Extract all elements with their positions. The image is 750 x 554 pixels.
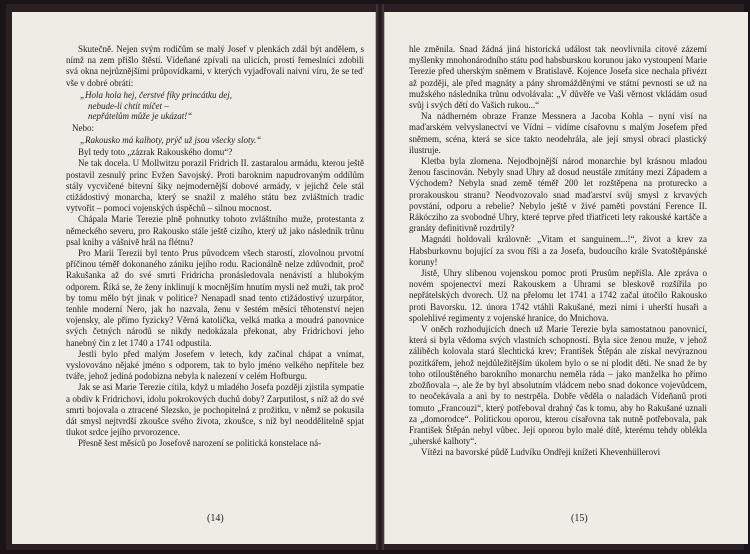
paragraph: Chápala Marie Terezie plně pohnutky tohoto zvláštního muže, protestanta z německého severu, pro Rakousko stále ještě cizího, který už jako následník trůnu psal knihy a vášnivě hrál na flétnu? (66, 214, 364, 247)
verse-line: nepřátelům může je ukázat!“ (88, 111, 193, 122)
verse-quote-2 (80, 135, 364, 146)
paragraph: Byl tedy toto „zázrak Rakouského domu“? (78, 147, 233, 158)
paragraph: Pro Marii Terezii byl tento Prus původcem všech starostí, zlovolnou prvotní příčinou téměř dokonaného zániku jejího rodu. Racionálně nelze zdůvodnit, proč Rakušanka až do své smrti Fridricha pronásledovala nenávistí a hlubokým odporem. Říká se, že ženy inklinují k mocnějším hnutím mysli než muži, tak proč by tomu mělo být jinak v politice? Nenapadl snad tento ctižádostivý uzurpátor, tenhle moderní Nero, jak ho nazvala, ženu v šestém měsíci těhotenství nejen vojensky, ale přímo fyzicky? Věrná katolička, velká matka a moudrá panovnice svých četných národů se nikdy nedokázala překonat, aby Fridrichovi jeho hanebný čin z let 1740 a 1741 odpustila. (66, 248, 364, 348)
verse-line: nebude-li chtít míčet – (88, 100, 169, 111)
verse-quote (80, 90, 364, 122)
paragraph: hle změnila. Snad žádná jiná historická událost tak neovlivnila citové zázemí myšlenky mnohonárodního státu pod habsburskou korunou jako vystoupení Marie Terezie před uherským sněmem v Bratislavě. Kojence Josefa sice nechala přivézt až později, ale před magnáty a pány shromážděnými ve státní pevnosti se už na mužského následníka trůnu odvolávala: „V důvěře ve Vaši věrnost vkládám osud svůj i svých dětí do Vašich rukou...“ (409, 44, 707, 111)
paragraph: Ne tak docela. U Mollwitzu porazil Fridrich II. zastaralou armádu, kterou ještě postavil zesnulý princ Evžen Savojský. Proti baroknim napudrovaným oddílům stály vycvičené bitevní šiky nejmodernější dobové armády, v jejichž čele stál ctižádostivý monarcha, který se snažil z malého státu bez zvláštních tradic vytvořit – pomocí vojenských úspěchů – silnou mocnost. (66, 158, 364, 214)
right-page-text (409, 44, 707, 459)
paragraph: Jak se asi Marie Terezie cítila, když u mladého Josefa později zjistila sympatie a obdiv k Fridrichovi, idolu pokrokových duchů doby? Zarputilost, s níž až do své smrti bojovala o ztracené Slezsko, je pochopitelná z prožitku, v němž se pokusila dát smysl nejtvrdší zkoušce svého života, zkoušce, s níž byl neoddělitelně spjat tlukot srdce jejího prvorozence. (66, 382, 364, 438)
verse-line: „Hola hola hej, čerstvé fíky princátku dej, (80, 89, 232, 100)
verse-line: „Rakousko má kalhoty, prýč už jsou všecky sloty.“ (80, 135, 262, 146)
nebo-label: Nebo: (72, 123, 94, 134)
paragraph: Kletba byla zlomena. Nejodbojnější národ monarchie byl krásnou mladou ženou fascinován. Nebyly snad Uhry až dosud neustále zmítány mezi Západem a Východem? Nebyla snad země téměř 200 let rozštěpena na proturecko a prorakouskou stranu? Neodvozovalo snad maďarství svůj smysl z krvavých povstání, odporu a rebelie? Nebylo ještě v živé paměti povstání Ference II. Rákócziho za svobodné Uhry, které teprve před třiatřiceti lety rakouské kartáče a granáty definitivně rozdrtily? (409, 156, 707, 234)
book-spine (376, 4, 384, 550)
page-number: (14) (207, 513, 224, 524)
paragraph: Jistě, Uhry slíbenou vojenskou pomoc proti Prusům nepřišla. Ale zpráva o novém spojenectví mezi Rakouskem a Uhrami se bleskově rozšířila po nepřátelských dvorech. Už na přelomu let 1741 a 1742 začal útočilo Rakousko proti Bavorsku. 12. února 1742 vtáhli Rakušané, mezi nimi i uherští husaři a spolehlivé regimenty z vojenské hranice, do Mnichova. (409, 268, 707, 323)
paragraph: Magnáti holdovali královně: „Vitam et sanguinem...!“, život a krev za Habsburkovnu bojující za svou říši a za Josefa, budoucího krále Svatoštěpánské koruny! (409, 234, 707, 267)
left-page-text (66, 44, 364, 450)
paragraph: Přesně šest měsíců po Josefově narození se politická konstelace ná- (78, 438, 322, 449)
right-page (384, 12, 748, 544)
paragraph: V oněch rozhodujících dnech už Marie Terezie byla samostatnou panovnicí, která si byla vědoma svých vlastních schopností. Byla sice ženou muže, v jehož záliběch kolovala stará šlechtická krev; František Štěpán ale získal nevýraznou pozitkářem, jehož nejdůležitějším úkolem bylo o se ni plodit děti. Ne snad že by toho otilouštěného barokního monarchu neměla ráda – jako manželka ho přímo zbožňovala –, ale že by byl absolutním vládcem nebo snad dokonce vojevůdcem, to neočekávala a ani by to nestrpěla. Dobře vědělа o naladách Vídeňanů proti tomuto „Francouzi“, který potřeboval drahný čas k tomu, aby ho Rakušané uznali za „domorodce“. Politickou oporou, kterou císařovna tak nutně potřebovala, pak František Štěpán nebyl vůbec. Její oporou bylo malé dítě, kterému tehdy oblékla „uherské kalhoty“. (409, 324, 707, 447)
left-page (12, 12, 376, 544)
paragraph: Vítězi na bavorské půdě Ludvíku Ondřeji knížeti Khevenhüllerovi (421, 447, 661, 458)
paragraph: Na nádherném obraze Franze Messnera a Jacoba Kohla – nyní visí na maďarském velvyslanectví ve Vídni – vidíme císařovnu s malým Josefem před sněmem, scéna, která se sice takto neodehrála, ale její smysl obrací plastický ilustruje. (409, 111, 707, 155)
paragraph: Jestli bylo před malým Josefem v letech, kdy začínal chápat a vnímat, vyslovováno nějaké jméno s odporem, tak to bylo jméno velkého nepřítele bez tváře, jehož jediná podobizna nebyla k nalezení v celém Hofburgu. (66, 348, 364, 382)
open-book (6, 4, 744, 550)
page-number: (15) (571, 513, 588, 524)
paragraph: Skutečně. Nejen svým rodičům se malý Josef v plenkách zdál být andělem, s nímž na zem přišlo štěstí. Vídeňané zpívali na ulicích, prostí řemeslníci zdobili svá okna nejrůznějšími průpovídkami, v kterých vyjadřovali naivní víru, že se teď vše v dobré obrátí: (66, 44, 364, 88)
